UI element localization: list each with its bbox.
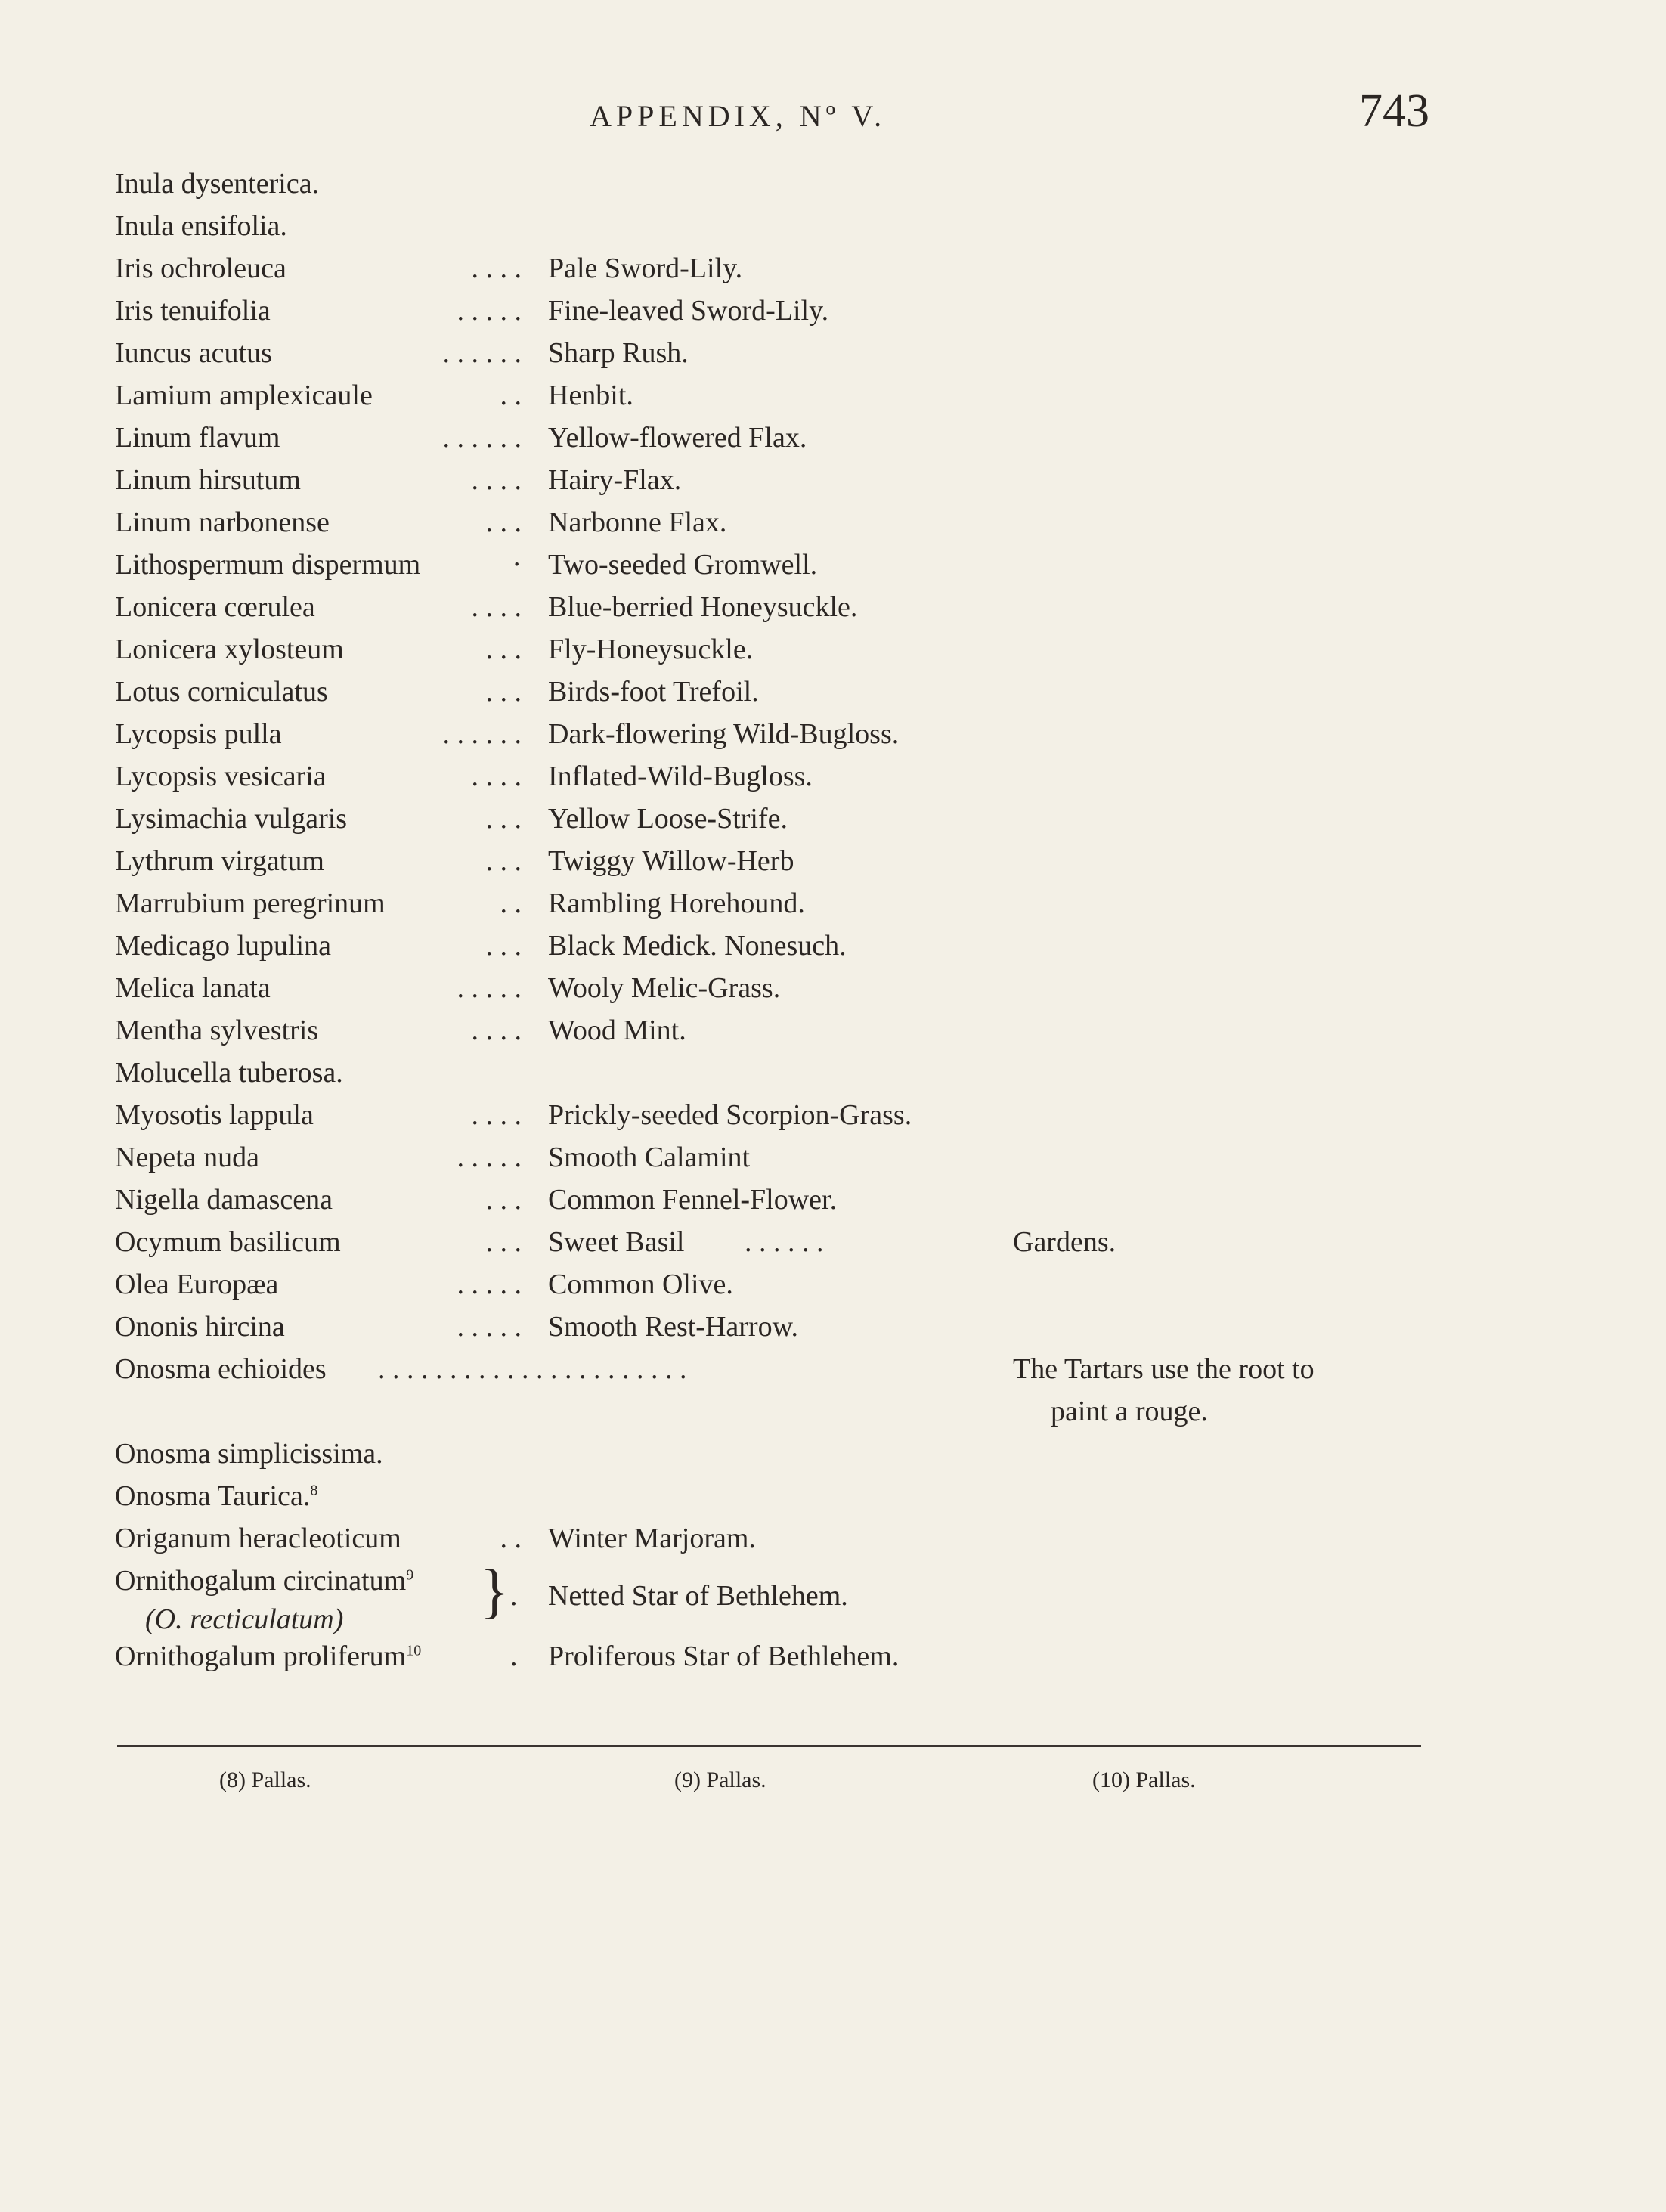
leader-dots: . . . . . <box>457 1311 522 1343</box>
english-name: Fine-leaved Sword-Lily. <box>548 295 829 327</box>
english-name: Pale Sword-Lily. <box>548 252 743 284</box>
plant-row <box>113 1475 1444 1517</box>
plant-list <box>113 163 1444 1678</box>
latin-name: Medicago lupulina <box>115 930 331 962</box>
note-line: paint a rouge. <box>1051 1396 1208 1427</box>
english-name: Sweet Basil <box>548 1226 685 1258</box>
english-name: Blue-berried Honeysuckle. <box>548 591 858 623</box>
latin-name: Myosotis lappula <box>115 1099 314 1131</box>
leader-dots: . . . <box>485 507 522 538</box>
plant-row <box>113 163 1444 205</box>
english-name: Black Medick. Nonesuch. <box>548 930 847 962</box>
english-name: Common Olive. <box>548 1269 733 1300</box>
leader-dots: . . . . . . <box>442 337 522 369</box>
latin-name: Iris ochroleuca <box>115 252 286 284</box>
leader-dots: . . . . <box>471 1099 522 1131</box>
plant-row <box>113 671 1444 713</box>
latin-name: Lycopsis pulla <box>115 718 282 750</box>
plant-row <box>113 247 1444 290</box>
leader-dots: . . . . . <box>457 1269 522 1300</box>
plant-row <box>113 1179 1444 1221</box>
english-name: Wooly Melic-Grass. <box>548 972 781 1004</box>
latin-name: Iuncus acutus <box>115 337 272 369</box>
synonym: (O. recticulatum) <box>145 1603 344 1635</box>
latin-name: Onosma simplicissima. <box>115 1438 383 1470</box>
leader-dots: . . <box>500 888 522 919</box>
latin-name: Inula dysenterica. <box>115 168 320 200</box>
plant-row <box>113 332 1444 374</box>
latin-name: Ocymum basilicum <box>115 1226 341 1258</box>
english-name: Smooth Calamint <box>548 1142 751 1173</box>
latin-name: Lysimachia vulgaris <box>115 803 348 835</box>
plant-row <box>113 544 1444 586</box>
latin-name: Olea Europæa <box>115 1269 279 1300</box>
brace: } <box>480 1558 509 1625</box>
plant-row <box>113 1009 1444 1052</box>
page-number: 743 <box>1359 85 1429 137</box>
latin-name: Lamium amplexicaule <box>115 380 373 411</box>
latin-name: Lonicera xylosteum <box>115 634 344 665</box>
leader-dots: . . . <box>485 930 522 962</box>
leader-dots: . . . <box>485 1226 522 1258</box>
leader-dots: . . <box>500 1523 522 1554</box>
leader-dots: · <box>512 549 522 581</box>
leader-dots: . . . . . <box>457 1142 522 1173</box>
leader-dots: . <box>510 1580 518 1612</box>
leader-dots: . . . . <box>471 464 522 496</box>
plant-row <box>113 628 1444 671</box>
plant-row <box>113 586 1444 628</box>
locality: Gardens. <box>1013 1226 1116 1258</box>
plant-row <box>113 1263 1444 1306</box>
english-name: Inflated-Wild-Bugloss. <box>548 761 813 792</box>
note <box>1013 1348 1315 1433</box>
plant-row <box>113 967 1444 1009</box>
english-name: Narbonne Flax. <box>548 507 727 538</box>
latin-name: Molucella tuberosa. <box>115 1057 343 1089</box>
leader-dots: . . . <box>485 1184 522 1216</box>
leader-dots: . . . . . . <box>442 718 522 750</box>
english-name: Yellow Loose-Strife. <box>548 803 788 835</box>
plant-row <box>113 374 1444 417</box>
plant-row <box>113 459 1444 501</box>
latin-name: Iris tenuifolia <box>115 295 271 327</box>
plant-row <box>113 1348 1444 1433</box>
footnote-rule <box>117 1745 1421 1747</box>
latin-name: Origanum heracleoticum <box>115 1523 401 1554</box>
plant-row <box>113 501 1444 544</box>
latin-name: Linum hirsutum <box>115 464 301 496</box>
footnote-marker: 8 <box>310 1482 318 1499</box>
leader-dots: . . . . <box>471 252 522 284</box>
leader-dots: . . <box>500 380 522 411</box>
footnote-marker: 10 <box>406 1642 422 1659</box>
leader-dots: . . . . <box>471 761 522 792</box>
leader-dots: . . . <box>485 676 522 708</box>
english-name: Twiggy Willow-Herb <box>548 845 794 877</box>
plant-row <box>113 417 1444 459</box>
plant-row <box>113 1136 1444 1179</box>
plant-row <box>113 1560 1444 1635</box>
english-name: Common Fennel-Flower. <box>548 1184 838 1216</box>
latin-name: Lycopsis vesicaria <box>115 761 327 792</box>
plant-row <box>113 1052 1444 1094</box>
english-name: Wood Mint. <box>548 1015 686 1046</box>
latin-name: Onosma echioides <box>115 1353 327 1385</box>
leader-dots: . . . <box>485 634 522 665</box>
plant-row <box>113 1635 1444 1678</box>
english-name: Two-seeded Gromwell. <box>548 549 818 581</box>
english-name: Netted Star of Bethlehem. <box>548 1580 848 1612</box>
latin-name: Ononis hircina <box>115 1311 285 1343</box>
latin-name: Nepeta nuda <box>115 1142 259 1173</box>
english-name: Sharp Rush. <box>548 337 689 369</box>
latin-name: Mentha sylvestris <box>115 1015 319 1046</box>
leader-dots: . . . <box>485 803 522 835</box>
leader-dots: . . . . . <box>457 295 522 327</box>
plant-row <box>113 882 1444 925</box>
latin-name: Marrubium peregrinum <box>115 888 386 919</box>
latin-name: Lythrum virgatum <box>115 845 324 877</box>
plant-row <box>113 1517 1444 1560</box>
running-head: APPENDIX, Nº V. <box>590 99 887 133</box>
latin-name: Melica lanata <box>115 972 271 1004</box>
latin-name: Nigella damascena <box>115 1184 333 1216</box>
plant-row <box>113 755 1444 798</box>
plant-row <box>113 798 1444 840</box>
latin-name: Lonicera cœrulea <box>115 591 315 623</box>
latin-name: Inula ensifolia. <box>115 210 287 242</box>
english-name: Smooth Rest-Harrow. <box>548 1311 799 1343</box>
leader-dots: . . . <box>485 845 522 877</box>
latin-name: Ornithogalum circinatum$^9$ (O. recticulatum) <box>115 1565 414 1635</box>
footnote-9: (9) Pallas. <box>674 1767 766 1792</box>
footnote-marker: 9 <box>406 1566 414 1584</box>
footnote-8: (8) Pallas. <box>219 1767 311 1792</box>
english-name: Fly-Honeysuckle. <box>548 634 754 665</box>
note-line: The Tartars use the root to <box>1013 1353 1315 1385</box>
english-name: Birds-foot Trefoil. <box>548 676 759 708</box>
plant-row <box>113 1094 1444 1136</box>
leader-dots: . <box>510 1640 518 1672</box>
english-name: Rambling Horehound. <box>548 888 805 919</box>
english-name: Henbit. <box>548 380 633 411</box>
plant-row <box>113 713 1444 755</box>
leader-dots: . . . . . <box>457 972 522 1004</box>
leader-dots: . . . . <box>471 591 522 623</box>
leader-dots: . . . . . . <box>745 1226 824 1258</box>
leader-dots: . . . . <box>471 1015 522 1046</box>
plant-row <box>113 1433 1444 1475</box>
english-name: Proliferous Star of Bethlehem. <box>548 1640 900 1672</box>
latin-name: Linum narbonense <box>115 507 330 538</box>
latin-name: Linum flavum <box>115 422 280 454</box>
latin-name: Onosma Taurica.$^8$ <box>115 1480 318 1512</box>
english-name: Winter Marjoram. <box>548 1523 756 1554</box>
english-name: Yellow-flowered Flax. <box>548 422 807 454</box>
leader-dots: . . . . . . . . . . . . . . . . . . . . . . <box>378 1353 687 1385</box>
english-name: Prickly-seeded Scorpion-Grass. <box>548 1099 912 1131</box>
plant-row <box>113 290 1444 332</box>
footnote-10: (10) Pallas. <box>1092 1767 1196 1792</box>
latin-name: Lotus corniculatus <box>115 676 328 708</box>
english-name: Dark-flowering Wild-Bugloss. <box>548 718 900 750</box>
english-name: Hairy-Flax. <box>548 464 682 496</box>
plant-row <box>113 1306 1444 1348</box>
leader-dots: . . . . . . <box>442 422 522 454</box>
latin-name: Ornithogalum proliferum$^{10}$ <box>115 1640 422 1672</box>
plant-row <box>113 925 1444 967</box>
latin-name: Lithospermum dispermum <box>115 549 421 581</box>
plant-row <box>113 840 1444 882</box>
plant-row <box>113 1221 1444 1263</box>
plant-row <box>113 205 1444 247</box>
